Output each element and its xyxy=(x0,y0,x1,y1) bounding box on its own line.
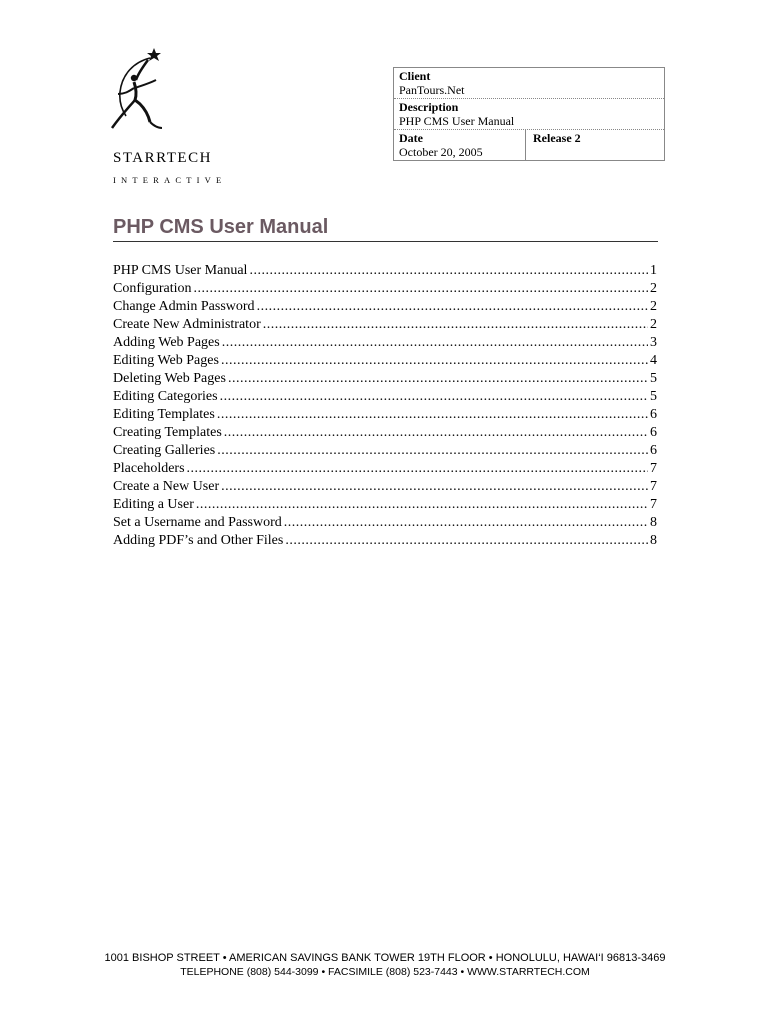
toc-entry[interactable] xyxy=(113,280,657,298)
document-info-box xyxy=(393,67,665,161)
toc-leader-dots xyxy=(263,316,648,334)
toc-entry-page: 5 xyxy=(650,371,657,386)
toc-leader-dots xyxy=(217,442,648,460)
toc-entry[interactable] xyxy=(113,460,657,478)
toc-entry-page: 7 xyxy=(650,497,657,512)
toc-entry[interactable] xyxy=(113,298,657,316)
footer-address: 1001 BISHOP STREET • AMERICAN SAVINGS BANK TOWER 19TH FLOOR • HONOLULU, HAWAI‘I 96813-3469 xyxy=(104,952,666,964)
toc-entry[interactable] xyxy=(113,262,657,280)
toc-entry[interactable] xyxy=(113,334,657,352)
toc-entry-page: 1 xyxy=(650,263,657,278)
toc-leader-dots xyxy=(221,352,648,370)
toc-entry[interactable] xyxy=(113,496,657,514)
date-value: October 20, 2005 xyxy=(399,145,483,159)
toc-leader-dots xyxy=(220,388,648,406)
toc-entry-title: Placeholders xyxy=(113,461,185,476)
toc-entry-title: Adding Web Pages xyxy=(113,335,220,350)
toc-entry-page: 7 xyxy=(650,479,657,494)
toc-entry-title: Editing Categories xyxy=(113,389,218,404)
toc-entry[interactable] xyxy=(113,352,657,370)
toc-entry[interactable] xyxy=(113,388,657,406)
toc-entry[interactable] xyxy=(113,406,657,424)
toc-entry[interactable] xyxy=(113,514,657,532)
toc-leader-dots xyxy=(194,280,648,298)
toc-entry-title: PHP CMS User Manual xyxy=(113,263,248,278)
toc-leader-dots xyxy=(196,496,648,514)
toc-entry-title: Deleting Web Pages xyxy=(113,371,226,386)
toc-entry-page: 6 xyxy=(650,443,657,458)
toc-entry[interactable] xyxy=(113,316,657,334)
toc-entry-title: Configuration xyxy=(113,281,192,296)
toc-leader-dots xyxy=(224,424,648,442)
toc-entry-title: Create a New User xyxy=(113,479,220,494)
toc-leader-dots xyxy=(285,532,648,550)
toc-entry-page: 2 xyxy=(650,317,657,332)
table-of-contents xyxy=(113,262,657,550)
toc-entry-title: Creating Templates xyxy=(113,425,222,440)
client-value: PanTours.Net xyxy=(399,83,465,97)
toc-entry-page: 6 xyxy=(650,425,657,440)
toc-leader-dots xyxy=(257,298,648,316)
toc-entry[interactable] xyxy=(113,478,657,496)
toc-entry-page: 3 xyxy=(650,335,657,350)
toc-entry-title: Editing Web Pages xyxy=(113,353,219,368)
toc-leader-dots xyxy=(222,334,648,352)
company-tagline: INTERACTIVE xyxy=(113,175,227,185)
toc-entry-page: 7 xyxy=(650,461,657,476)
toc-entry-title: Editing a User xyxy=(113,497,194,512)
client-label: Client xyxy=(399,69,431,83)
description-value: PHP CMS User Manual xyxy=(399,114,515,128)
toc-leader-dots xyxy=(217,406,648,424)
toc-leader-dots xyxy=(284,514,648,532)
toc-entry-title: Set a Username and Password xyxy=(113,515,282,530)
toc-entry-title: Create New Administrator xyxy=(113,317,261,332)
toc-entry[interactable] xyxy=(113,442,657,460)
company-name: STARRTECH xyxy=(113,150,212,166)
toc-entry-title: Creating Galleries xyxy=(113,443,216,458)
toc-entry[interactable] xyxy=(113,370,657,388)
toc-entry-page: 8 xyxy=(650,533,657,548)
toc-entry[interactable] xyxy=(113,532,657,550)
toc-entry-title: Adding PDF’s and Other Files xyxy=(113,533,284,548)
toc-leader-dots xyxy=(221,478,648,496)
toc-entry-page: 2 xyxy=(650,281,657,296)
description-row xyxy=(394,99,664,130)
footer-contact: TELEPHONE (808) 544-3099 • FACSIMILE (808) 523-7443 • WWW.STARRTECH.COM xyxy=(180,966,590,978)
date-row xyxy=(394,130,664,160)
toc-entry-title: Editing Templates xyxy=(113,407,215,422)
date-label: Date xyxy=(399,131,423,145)
toc-leader-dots xyxy=(187,460,648,478)
dancer-star-icon xyxy=(104,44,184,134)
toc-entry[interactable] xyxy=(113,424,657,442)
document-title: PHP CMS User Manual xyxy=(113,216,658,242)
toc-entry-title: Change Admin Password xyxy=(113,299,255,314)
description-label: Description xyxy=(399,100,459,114)
toc-leader-dots xyxy=(228,370,648,388)
toc-entry-page: 4 xyxy=(650,353,657,368)
toc-entry-page: 2 xyxy=(650,299,657,314)
toc-entry-page: 8 xyxy=(650,515,657,530)
toc-entry-page: 6 xyxy=(650,407,657,422)
toc-entry-page: 5 xyxy=(650,389,657,404)
client-row xyxy=(394,68,664,99)
toc-leader-dots xyxy=(249,262,648,280)
release-label: Release 2 xyxy=(533,131,581,145)
